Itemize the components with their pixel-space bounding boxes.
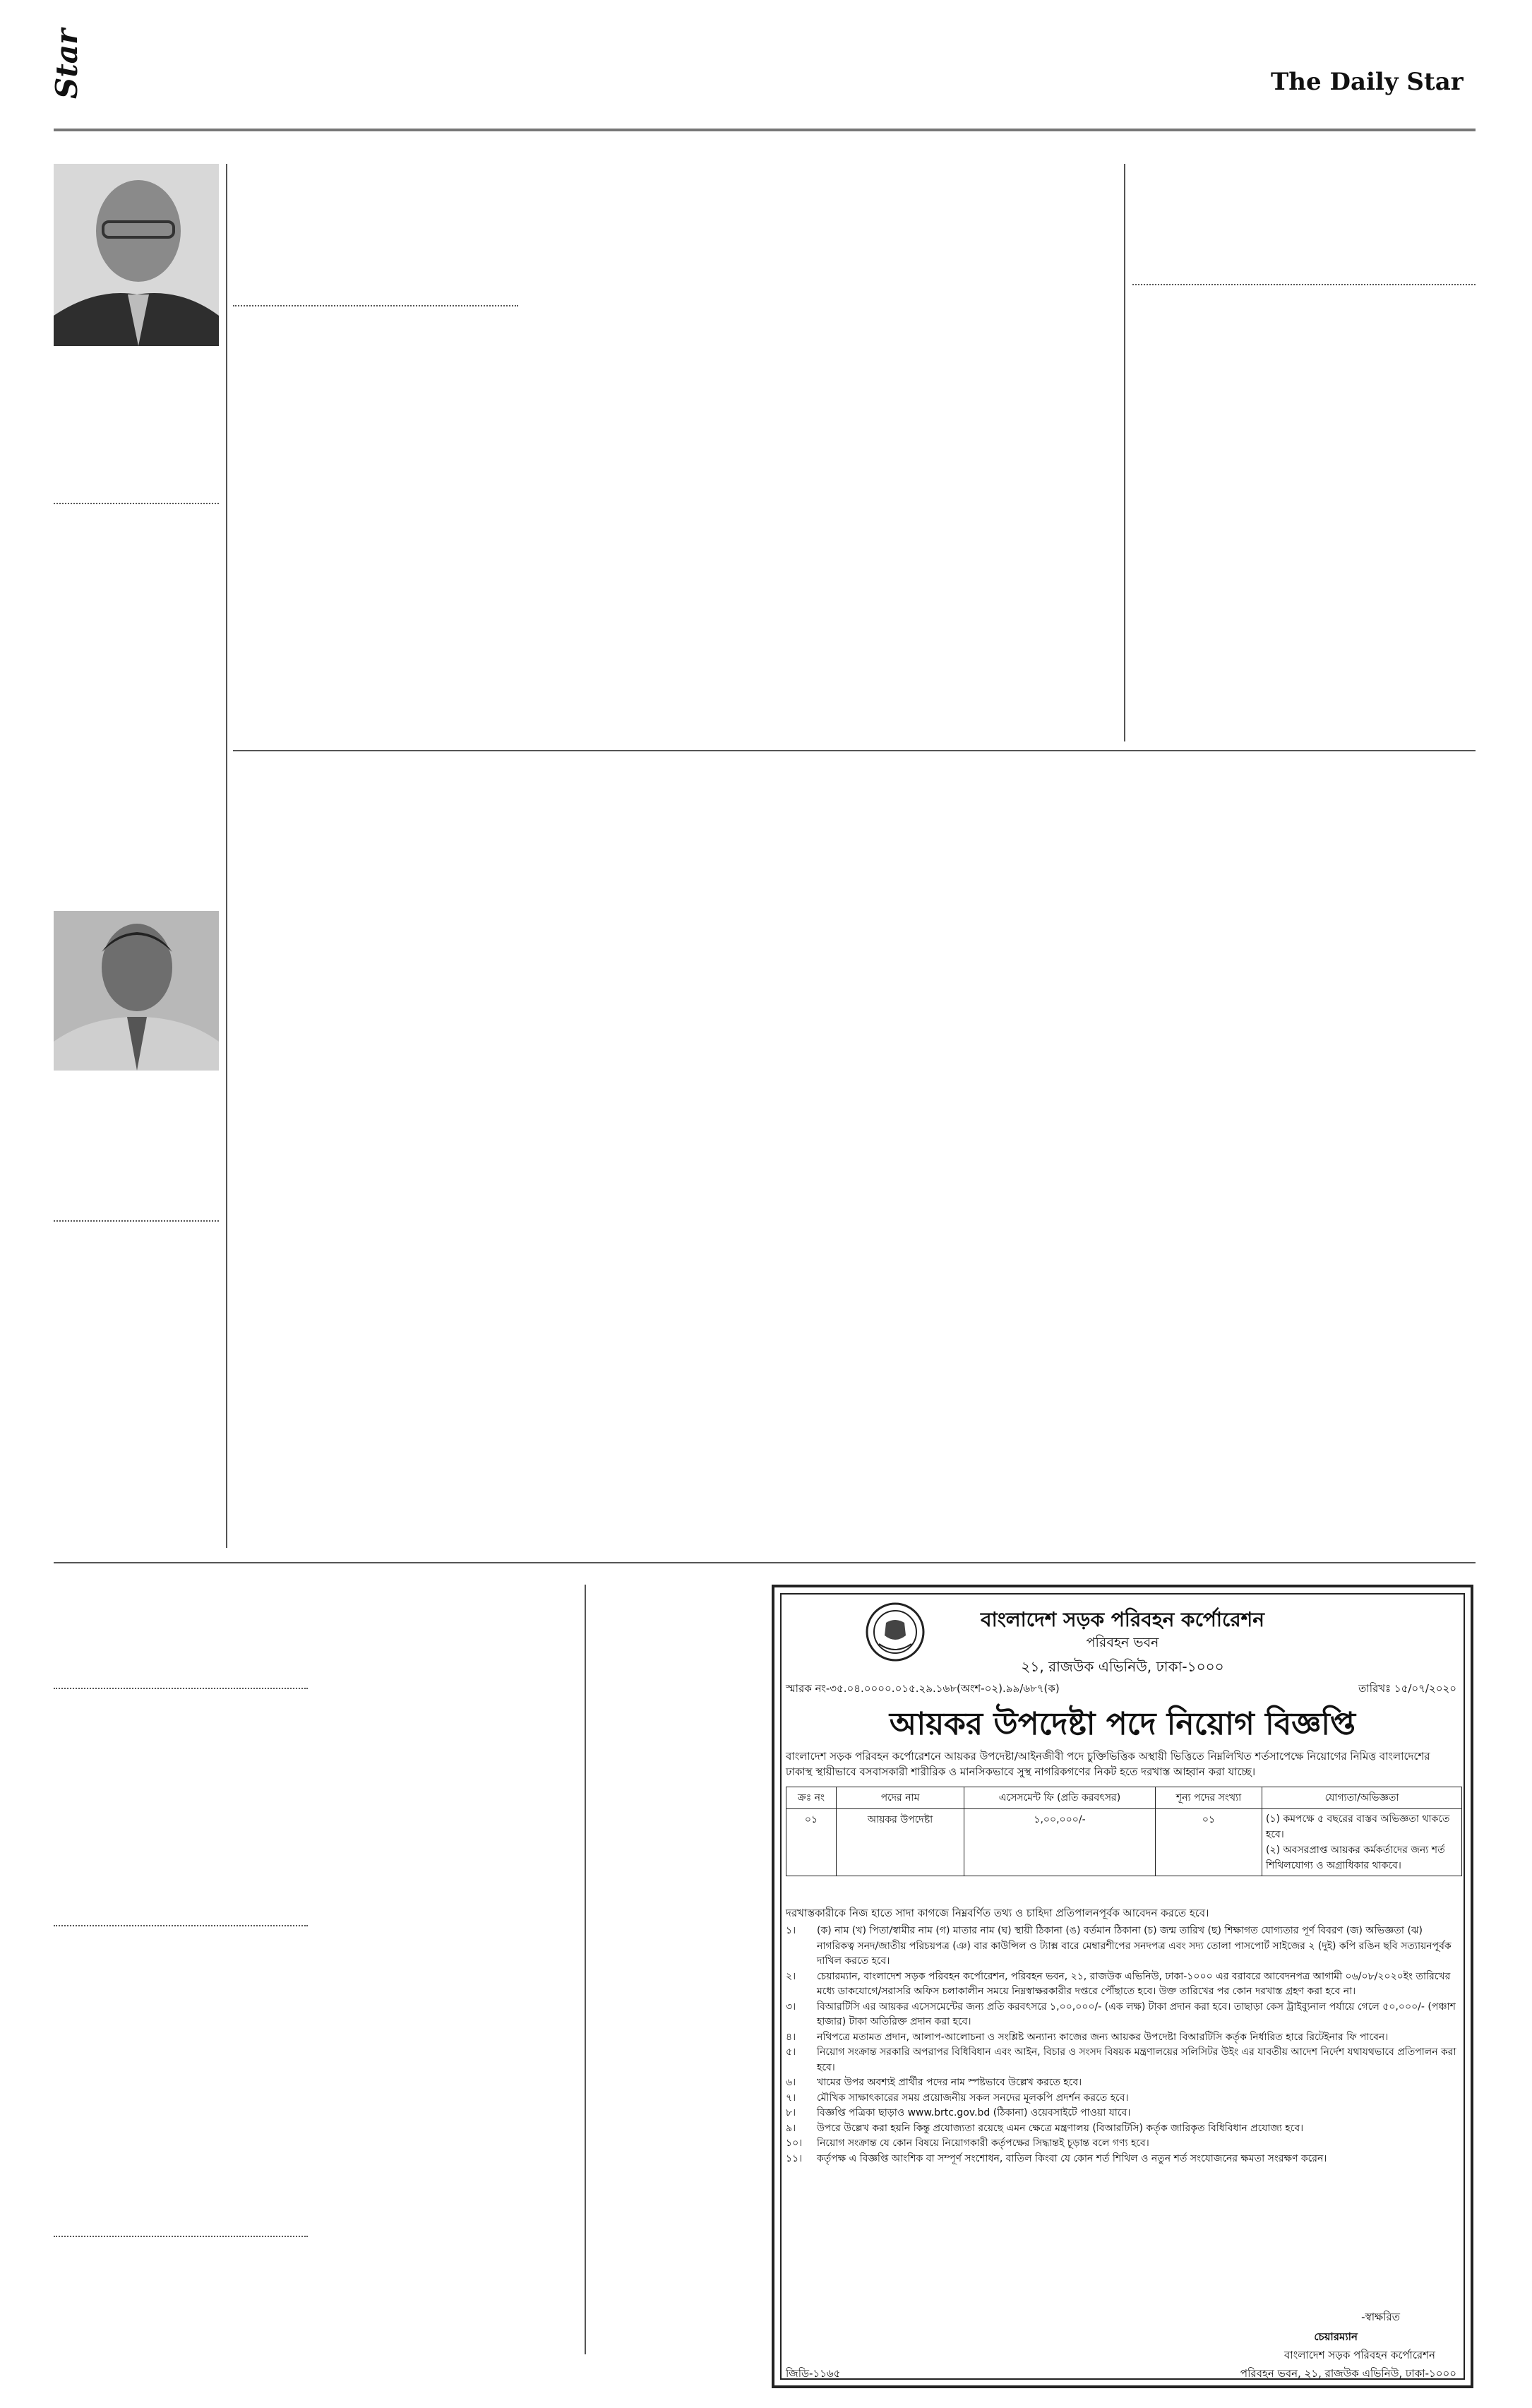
columnist-photo-2 [54,911,219,1071]
bottom-column-rule [585,1585,586,2354]
left-column-divider-2 [54,1220,219,1222]
signatory-address: পরিবহন ভবন, ২১, রাজউক এভিনিউ, ঢাকা-১০০০ [1240,2367,1456,2380]
list-item [786,2106,1459,2121]
signed-note: -স্বাক্ষরিত [1361,2311,1400,2323]
list-item [786,2030,1459,2046]
condition-number: ৭। [786,2092,796,2104]
masthead-rule [54,129,1476,131]
qualification-1: (১) কমপক্ষে ৫ বছরের বাস্তব অভিজ্ঞতা থাকতে হবে। [1266,1813,1450,1840]
condition-text: নথিপত্রে মতামত প্রদান, আলাপ-আলোচনা ও সংশ্লিষ্ট অন্যান্য কাজের জন্য আয়কর উপদেষ্টা বিআরটিসি কর্তৃক নির্ধারিত হারে রিটেইনার ফি পাবেন। [817,2031,1389,2043]
condition-number: ৯। [786,2122,796,2134]
cell-vacancy: ০১ [1156,1809,1262,1876]
star-logo-left: Star [49,28,84,99]
bottom-divider-3 [54,2236,308,2237]
list-item [786,2045,1459,2075]
signatory-title: চেয়ারম্যান [1314,2330,1358,2343]
condition-text: উপরে উল্লেখ করা হয়নি কিন্তু প্রযোজ্যতা রয়েছে এমন ক্ষেত্রে মন্ত্রণালয় (বিআরটিসি) কর্তৃক জারিকৃত বিধিবিধান প্রযোজ্য হবে। [817,2122,1304,2134]
columnist-photo-1 [54,164,219,346]
condition-number: ৩। [786,2001,796,2013]
article-divider-1 [233,305,518,306]
cell-post: আয়কর উপদেষ্টা [837,1809,964,1876]
cell-fee: ১,০০,০০০/- [964,1809,1156,1876]
vacancy-table [786,1787,1462,1876]
condition-text: খামের উপর অবশ্যই প্রার্থীর পদের নাম স্পষ্টভাবে উল্লেখ করতে হবে। [817,2077,1082,2088]
ad-address: ২১, রাজউক এভিনিউ, ঢাকা-১০০০ [1021,1658,1224,1675]
list-item [786,2000,1459,2030]
ad-title: আয়কর উপদেষ্টা পদে নিয়োগ বিজ্ঞপ্তি [889,1706,1356,1742]
condition-number: ২। [786,1970,796,1982]
ad-organization: বাংলাদেশ সড়ক পরিবহন কর্পোরেশন [981,1608,1264,1631]
list-item [786,2152,1459,2167]
list-item [786,2136,1459,2152]
left-column-divider-1 [54,503,219,504]
list-item [786,1969,1459,2000]
table-header-row [786,1787,1462,1809]
gd-number: জিডি-১১৬৫ [786,2367,841,2380]
bottom-divider-2 [54,1925,308,1926]
cell-qualification [1262,1809,1462,1876]
daily-star-logo: The Daily Star [1271,68,1464,96]
list-item [786,1924,1459,1969]
condition-number: ৪। [786,2031,796,2043]
condition-text: চেয়ারম্যান, বাংলাদেশ সড়ক পরিবহন কর্পোরেশন, পরিবহন ভবন, ২১, রাজউক এভিনিউ, ঢাকা-১০০০ এর বরাবরে আবেদনপত্র আগামী ০৬/০৮/২০২০ইং তারিখের মধ্যে ডাকযোগে/সরাসরি অফিস চলাকালীন সময়ে নিম্নস্বাক্ষরকারীর দপ্তরে পৌঁছাতে হবে। উক্ত তারিখের পর কোন দরখাস্ত গ্রহণ করা হবে না। [817,1970,1451,1997]
left-gutter-rule [226,164,227,1548]
cell-serial: ০১ [786,1809,837,1876]
list-item [786,2075,1459,2091]
conditions-list [786,1924,1459,2166]
table-row [786,1809,1462,1876]
condition-text: কর্তৃপক্ষ এ বিজ্ঞপ্তি আংশিক বা সম্পূর্ণ সংশোধন, বাতিল কিংবা যে কোন শর্ত শিথিল ও নতুন শর্ত সংযোজনের ক্ষমতা সংরক্ষণ করেন। [817,2152,1327,2164]
top-column-rule [1124,164,1125,741]
condition-number: ১১। [786,2152,803,2164]
condition-text: বিআরটিসি এর আয়কর এসেসমেন্টের জন্য প্রতি করবৎসরে ১,০০,০০০/- (এক লক্ষ) টাকা প্রদান করা হবে। তাছাড়া কেস ট্রাইব্যুনাল পর্যায়ে গেলে ৫০,০০০/- (পঞ্চাশ হাজার) টাকা অতিরিক্ত প্রদান করা হবে। [817,2001,1456,2027]
ad-building: পরিবহন ভবন [1086,1635,1159,1650]
job-advertisement [772,1585,1473,2388]
condition-number: ৮। [786,2107,796,2118]
col-qualification: যোগ্যতা/অভিজ্ঞতা [1262,1787,1462,1809]
condition-number: ১০। [786,2138,803,2149]
condition-text: (ক) নাম (খ) পিতা/স্বামীর নাম (গ) মাতার নাম (ঘ) স্থায়ী ঠিকানা (ঙ) বর্তমান ঠিকানা (চ) জন্ম তারিখ (ছ) শিক্ষাগত যোগ্যতার পূর্ণ বিবরণ (জ) অভিজ্ঞতা (ঝ) নাগরিকত্ব সনদ/জাতীয় পরিচয়পত্র (ঞ) বার কাউন্সিল ও ট্যাক্স বারে মেম্বারশীপের সনদপত্র এবং সদ্য তোলা পাসপোর্ট সাইজের ২ (দুই) কপি রঙিন ছবি সত্যায়নপূর্বক দাখিল করতে হবে। [817,1925,1452,1967]
condition-text: নিয়োগ সংক্রান্ত যে কোন বিষয়ে নিয়োগকারী কর্তৃপক্ষের সিদ্ধান্তই চূড়ান্ত বলে গণ্য হবে। [817,2138,1149,2149]
col-serial: ক্রঃ নং [786,1787,837,1809]
condition-text: নিয়োগ সংক্রান্ত সরকারি অপরাপর বিধিবিধান এবং আইন, বিচার ও সংসদ বিষয়ক মন্ত্রণালয়ের সলিসিটর উইং এর যাবতীয় আদেশ নির্দেশ যথাযথভাবে প্রতিপালন করা হবে। [817,2046,1456,2073]
col-vacancy: শূন্য পদের সংখ্যা [1156,1787,1262,1809]
bottom-section-rule [54,1562,1476,1563]
ad-memo-number: স্মারক নং-৩৫.০৪.০০০০.০১৫.২৯.১৬৮(অংশ-০২).৯৯/৬৮৭(ক) [786,1682,1060,1695]
list-item [786,2121,1459,2137]
condition-text: মৌখিক সাক্ষাৎকারের সময় প্রয়োজনীয় সকল সনদের মূলকপি প্রদর্শন করতে হবে। [817,2092,1129,2104]
condition-number: ৬। [786,2077,796,2088]
col-fee: এসেসমেন্ট ফি (প্রতি করবৎসর) [964,1787,1156,1809]
bottom-divider-1 [54,1688,308,1689]
list-item [786,2091,1459,2106]
condition-number: ১। [786,1925,796,1936]
ad-date: তারিখঃ ১৫/০৭/২০২০ [1358,1682,1456,1695]
ad-intro: বাংলাদেশ সড়ক পরিবহন কর্পোরেশনে আয়কর উপদেষ্টা/আইনজীবী পদে চুক্তিভিত্তিক অস্থায়ী ভিত্তিতে নিম্নলিখিত শর্তসাপেক্ষে নিয়োগের নিমিত্ত বাংলাদেশের ঢাকাস্থ স্থায়ীভাবে বসবাসকারী শারীরিক ও মানসিকভাবে সুস্থ নাগরিকগণের নিকট হতে দরখাস্ত আহ্বান করা যাচ্ছে। [786,1750,1430,1778]
mid-section-rule [233,750,1476,751]
ad-apply-instruction: দরখাস্তকারীকে নিজ হাতে সাদা কাগজে নিম্নবর্ণিত তথ্য ও চাহিদা প্রতিপালনপূর্বক আবেদন করতে হবে। [786,1907,1209,1919]
right-column-divider [1132,284,1476,285]
qualification-2: (২) অবসরপ্রাপ্ত আয়কর কর্মকর্তাদের জন্য শর্ত শিথিলযোগ্য ও অগ্রাধিকার থাকবে। [1266,1844,1445,1871]
col-post: পদের নাম [837,1787,964,1809]
condition-text: বিজ্ঞপ্তি পত্রিকা ছাড়াও www.brtc.gov.bd (ঠিকানা) ওয়েবসাইটে পাওয়া যাবে। [817,2107,1131,2118]
signatory-organization: বাংলাদেশ সড়ক পরিবহন কর্পোরেশন [1284,2349,1435,2361]
condition-number: ৫। [786,2046,796,2058]
